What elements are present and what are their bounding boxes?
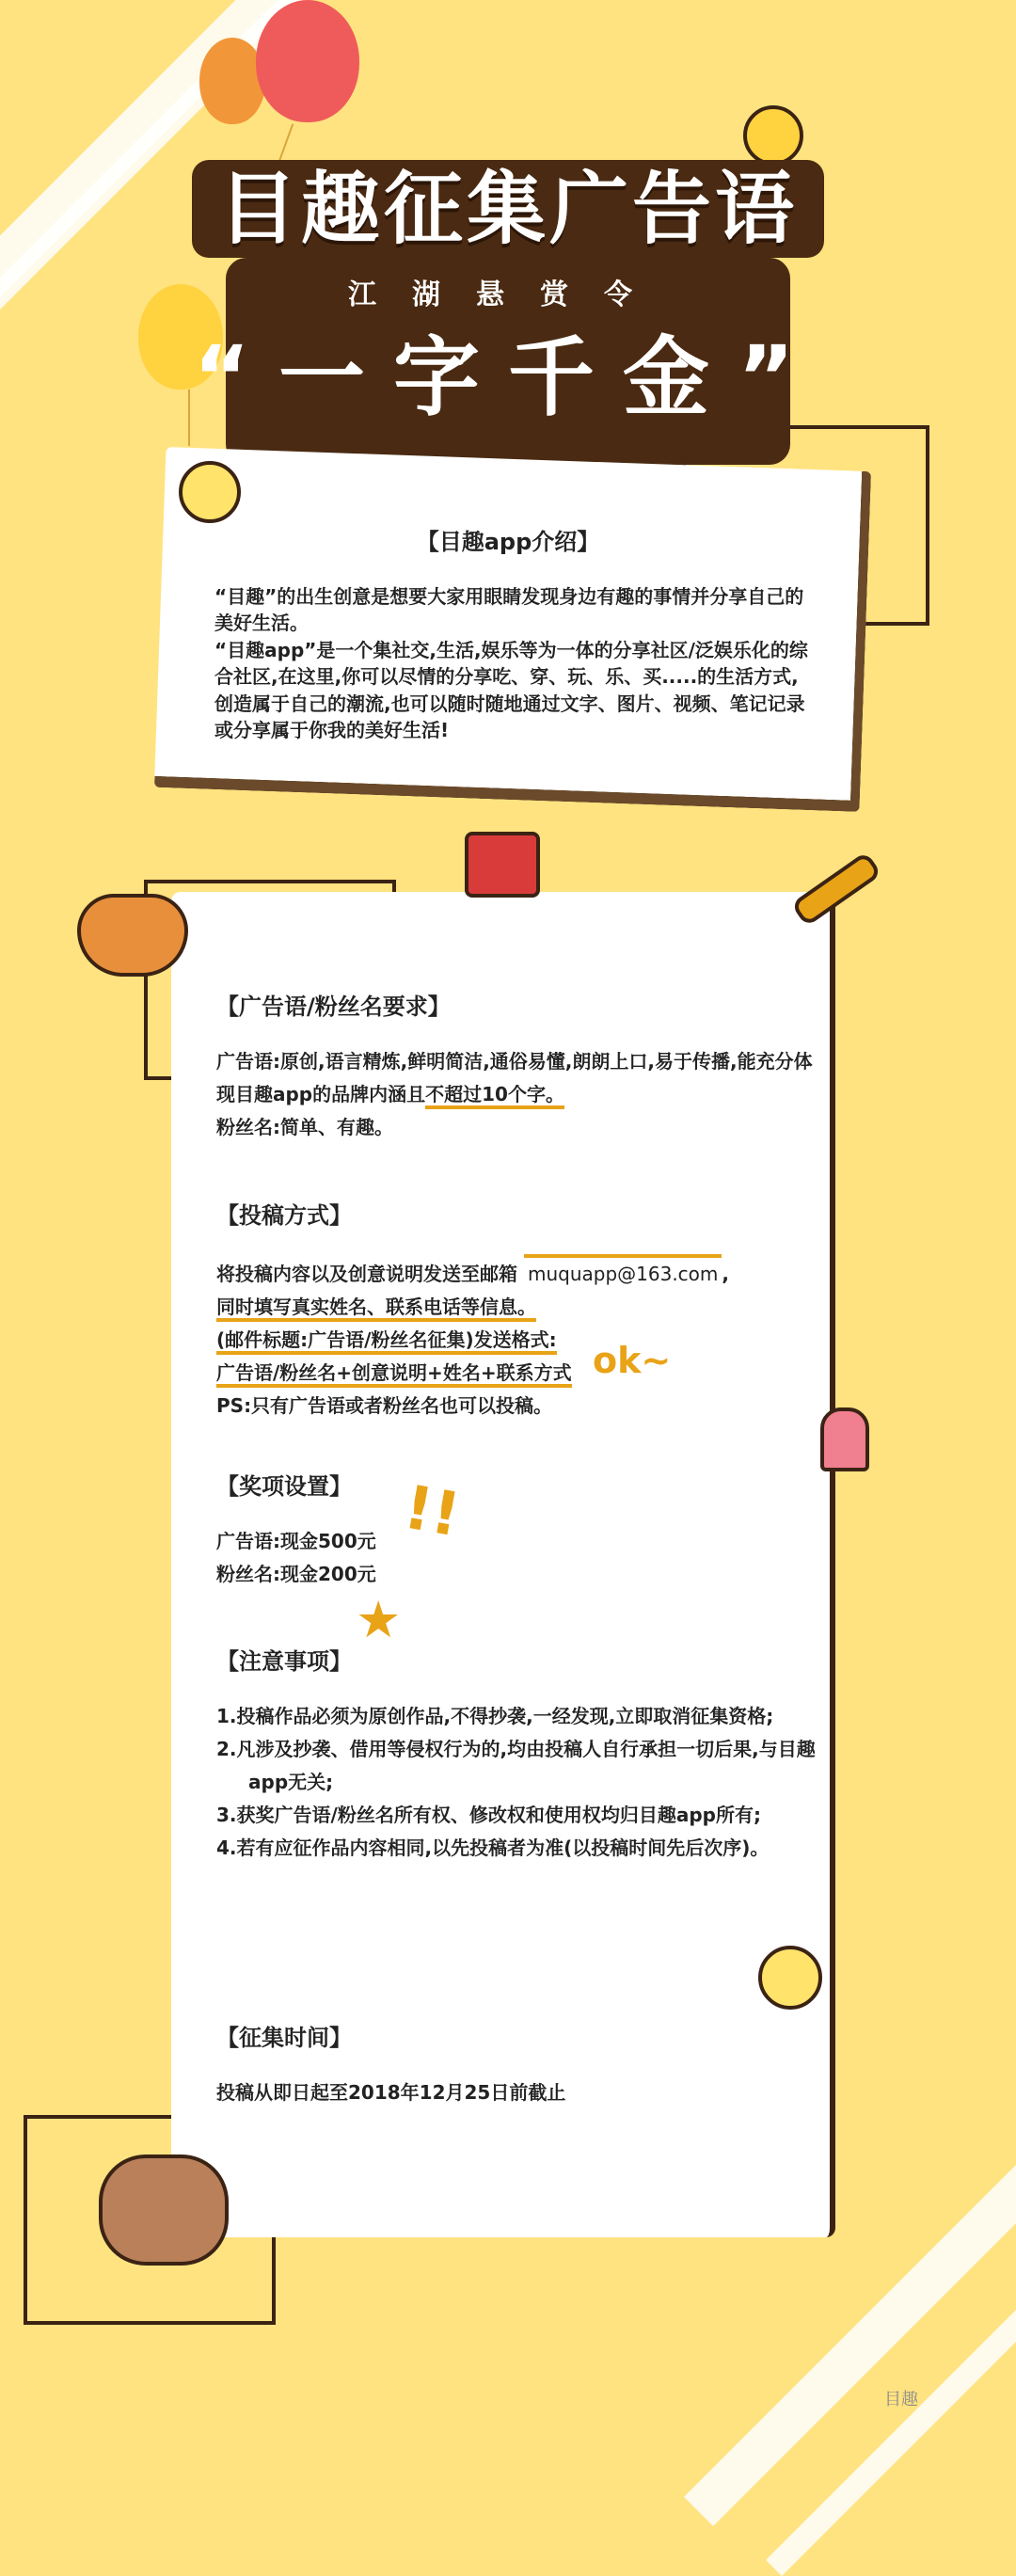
- note-item: 1.投稿作品必须为原创作品,不得抄袭,一经发现,立即取消征集资格;: [216, 1705, 774, 1727]
- exclamation-doodle: !!: [399, 1472, 466, 1551]
- section-title: 【征集时间】: [216, 2025, 352, 2051]
- page-subtitle: 江湖悬赏令: [348, 278, 668, 311]
- section-title: 【注意事项】: [216, 1648, 352, 1675]
- requirements-section: [216, 988, 818, 1144]
- decor-circle: [758, 1946, 822, 2010]
- submission-text: (邮件标题:广告语/粉丝名征集)发送格式:: [216, 1328, 557, 1355]
- email-address[interactable]: muquapp@163.com: [524, 1254, 722, 1291]
- prizes-section: [216, 1468, 818, 1591]
- fan-prize: 粉丝名:现金200元: [216, 1563, 376, 1585]
- balloon-icon: [199, 38, 265, 124]
- submission-format: 广告语/粉丝名+创意说明+姓名+联系方式: [216, 1361, 572, 1388]
- period-text: 投稿从即日起至2018年12月25日前截止: [216, 2081, 566, 2104]
- notes-section: [216, 1643, 818, 1865]
- submission-line: PS:只有广告语或者粉丝名也可以投稿。: [216, 1394, 553, 1417]
- fan-requirement: 粉丝名:简单、有趣。: [216, 1116, 393, 1138]
- supply-box-icon: [465, 832, 540, 898]
- word-limit-highlight: 不超过10个字。: [425, 1083, 564, 1109]
- slogan-requirement: [216, 1045, 818, 1111]
- section-title: 【投稿方式】: [216, 1202, 352, 1229]
- gamepad-icon: [99, 2155, 229, 2266]
- page-slogan: “一字千金”: [193, 327, 823, 428]
- decor-circle: [179, 461, 241, 523]
- submission-line: [216, 1357, 818, 1390]
- intro-paragraph: “目趣app”是一个集社交,生活,娱乐等为一体的分享社区/泛娱乐化的综合社区,在这里,你可以尽情的分享吃、穿、玩、乐、买.....的生活方式,创造属于自己的潮流,也可以随时随地通过文字、图片、视频、笔记记录或分享属于你我的美好生活!: [214, 638, 808, 741]
- lightbulb-icon: [743, 105, 803, 166]
- ice-cream-icon: [820, 1407, 869, 1471]
- page-title: 目趣征集广告语: [192, 160, 824, 258]
- submission-text: 同时填写真实姓名、联系电话等信息。: [216, 1296, 536, 1322]
- submission-section: [216, 1197, 818, 1423]
- microphone-icon: [790, 851, 881, 928]
- slogan-requirement-text: 广告语:原创,语言精炼,鲜明简洁,通俗易懂,朗朗上口,易于传播,能充分体现目趣app的品牌内涵且: [216, 1050, 813, 1105]
- star-icon: ★: [356, 1590, 402, 1649]
- intro-paragraph: “目趣”的出生创意是想要大家用眼睛发现身边有趣的事情并分享自己的美好生活。: [214, 585, 804, 635]
- hotpot-icon: [77, 894, 188, 977]
- note-item: 2.凡涉及抄袭、借用等侵权行为的,均由投稿人自行承担一切后果,与目趣app无关;: [216, 1738, 816, 1793]
- submission-text: 将投稿内容以及创意说明发送至邮箱: [216, 1263, 517, 1285]
- note-item: 4.若有应征作品内容相同,以先投稿者为准(以投稿时间先后次序)。: [216, 1837, 770, 1859]
- intro-title: 【目趣app介绍】: [416, 529, 600, 555]
- submission-line: [216, 1324, 818, 1357]
- balloon-icon: [256, 0, 359, 122]
- submission-line: [216, 1254, 818, 1291]
- punctuation: ,: [722, 1263, 729, 1285]
- section-title: 【奖项设置】: [216, 1473, 352, 1500]
- slogan-prize: 广告语:现金500元: [216, 1530, 376, 1552]
- note-item: 3.获奖广告语/粉丝名所有权、修改权和使用权均归目趣app所有;: [216, 1804, 761, 1826]
- section-title: 【广告语/粉丝名要求】: [216, 994, 451, 1020]
- ok-doodle: ok~: [593, 1340, 672, 1381]
- watermark: 目趣: [884, 2390, 918, 2409]
- intro-text: [214, 583, 817, 743]
- title-block: [188, 160, 828, 428]
- period-section: [216, 2019, 818, 2109]
- submission-line: [216, 1291, 818, 1324]
